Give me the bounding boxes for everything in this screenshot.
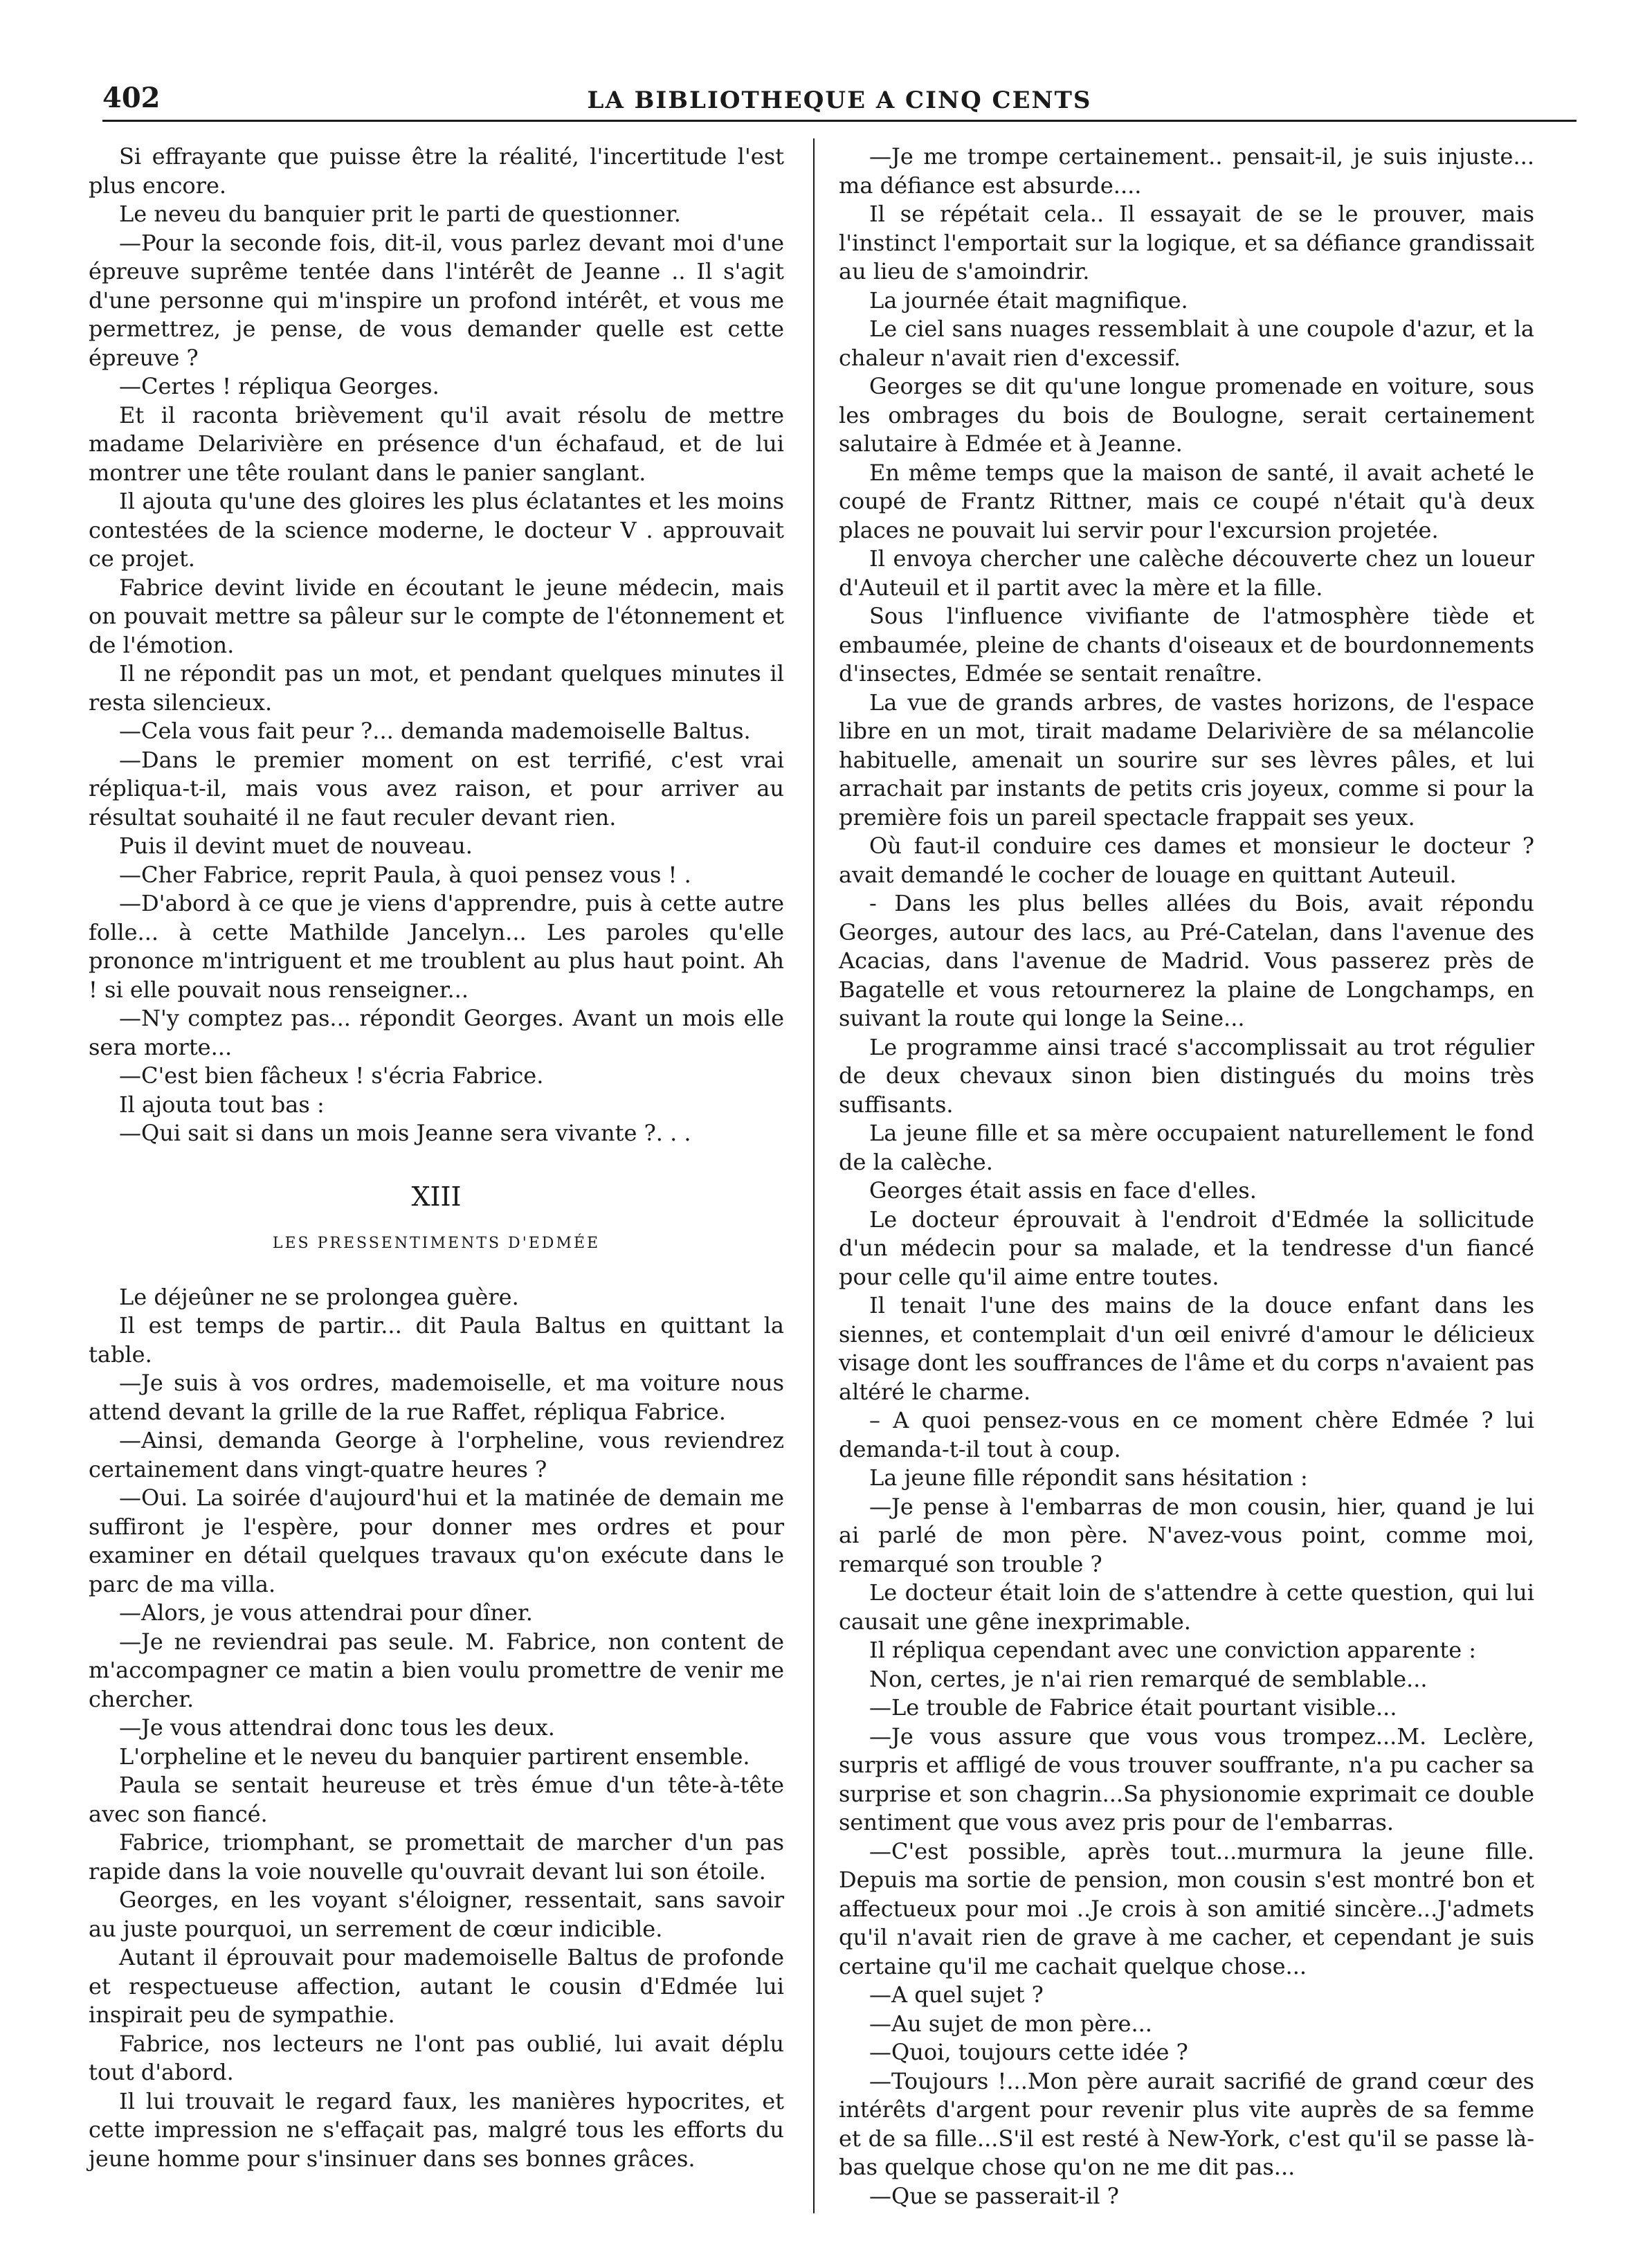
- paragraph: Georges était assis en face d'elles.: [869, 1177, 1257, 1204]
- paragraph: La vue de grands arbres, de vastes horizons, de l'espace libre en un mot, tirait madame Delarivière de sa mélancolie habituelle, amenait un sourire sur ses lèvres pâles, et lui arrachait par instants de petits cris joyeux, comme si pour la première fois un pareil spectacle frappait ses yeux.: [839, 689, 1534, 831]
- paragraph: La jeune fille répondit sans hésitation :: [869, 1464, 1308, 1491]
- paragraph: Et il raconta brièvement qu'il avait résolu de mettre madame Delarivière en présence d'un échafaud, et de lui montrer une tête roulant dans le panier sanglant.: [89, 401, 784, 486]
- paragraph: Il ajouta tout bas :: [119, 1091, 325, 1118]
- paragraph: —Que se passerait-il ?: [869, 2182, 1119, 2209]
- paragraph: Georges se dit qu'une longue promenade en voiture, sous les ombrages du bois de Boulogne, serait certainement salutaire à Edmée et à Jeanne.: [839, 373, 1534, 457]
- left-column: [89, 143, 784, 2219]
- paragraph: —Dans le premier moment on est terrifié, c'est vrai répliqua-t-il, mais vous avez raison, et pour arriver au résultat souhaité il ne faut reculer devant rien.: [89, 746, 784, 831]
- paragraph: —Quoi, toujours cette idée ?: [869, 2039, 1188, 2065]
- paragraph: —C'est possible, après tout...murmura la jeune fille. Depuis ma sortie de pension, mon cousin s'est montré bon et affectueux pour moi ..Je crois à son amitié sincère...J'admets qu'il n'avait rien de grave à me cacher, et cependant je suis certaine qu'il me cachait quelque chose...: [839, 1838, 1534, 1979]
- paragraph: —Je ne reviendrai pas seule. M. Fabrice, non content de m'accompagner ce matin a bien voulu promettre de venir me chercher.: [89, 1628, 784, 1712]
- paragraph: —Je vous assure que vous vous trompez...M. Leclère, surpris et affligé de vous trouver souffrante, n'a pu cacher sa surprise et son chagrin...Sa physionomie exprimait ce double sentiment que vous avez pris pour de l'embarras.: [839, 1723, 1534, 1835]
- paragraph: Le ciel sans nuages ressemblait à une coupole d'azur, et la chaleur n'avait rien d'excessif.: [839, 316, 1534, 371]
- paragraph: – A quoi pensez-vous en ce moment chère Edmée ? lui demanda-t-il tout à coup.: [839, 1407, 1534, 1462]
- paragraph: —C'est bien fâcheux ! s'écria Fabrice.: [119, 1062, 544, 1089]
- paragraph: Le déjeûner ne se prolongea guère.: [119, 1283, 519, 1310]
- paragraph: La jeune fille et sa mère occupaient naturellement le fond de la calèche.: [839, 1120, 1534, 1175]
- page-number: 402: [102, 82, 161, 114]
- paragraph: Le docteur éprouvait à l'endroit d'Edmée la sollicitude d'un médecin pour sa malade, et la tendresse d'un fiancé pour celle qu'il aime entre toutes.: [839, 1206, 1534, 1290]
- paragraph: En même temps que la maison de santé, il avait acheté le coupé de Frantz Rittner, mais ce coupé n'était qu'à deux places ne pouvait lui servir pour l'excursion projetée.: [839, 459, 1534, 543]
- paragraph: Si effrayante que puisse être la réalité, l'incertitude l'est plus encore.: [89, 143, 784, 199]
- right-column: [839, 143, 1534, 2219]
- paragraph: Il ajouta qu'une des gloires les plus éclatantes et les moins contestées de la science moderne, le docteur V . approuvait ce projet.: [89, 488, 784, 572]
- paragraph: —Je suis à vos ordres, mademoiselle, et ma voiture nous attend devant la grille de la rue Raffet, répliqua Fabrice.: [89, 1370, 784, 1425]
- paragraph: Le docteur était loin de s'attendre à cette question, qui lui causait une gêne inexprimable.: [839, 1579, 1534, 1635]
- paragraph: Autant il éprouvait pour mademoiselle Baltus de profonde et respectueuse affection, autant le cousin d'Edmée lui inspirait peu de sympathie.: [89, 1944, 784, 2028]
- paragraph: —Oui. La soirée d'aujourd'hui et la matinée de demain me suffiront je l'espère, pour donner mes ordres et pour examiner en détail quelques travaux qu'on exécute dans le parc de ma villa.: [89, 1485, 784, 1597]
- page-header: [102, 82, 1576, 122]
- paragraph: Il envoya chercher une calèche découverte chez un loueur d'Auteuil et il partit avec la mère et la fille.: [839, 545, 1534, 601]
- paragraph: Georges, en les voyant s'éloigner, ressentait, sans savoir au juste pourquoi, un serrement de cœur indicible.: [89, 1887, 784, 1942]
- paragraph: Le neveu du banquier prit le parti de questionner.: [119, 201, 681, 227]
- paragraph: —Je me trompe certainement.. pensait-il, je suis injuste... ma défiance est absurde....: [839, 143, 1534, 199]
- paragraph: Non, certes, je n'ai rien remarqué de semblable...: [869, 1665, 1428, 1692]
- paragraph: - Dans les plus belles allées du Bois, avait répondu Georges, autour des lacs, au Pré-Catelan, dans l'avenue des Acacias, dans l'avenue de Madrid. Vous passerez près de Bagatelle et vous retournerez la plaine de Longchamps, en suivant la route qui longe la Seine...: [839, 890, 1534, 1031]
- paragraph: Il se répétait cela.. Il essayait de se le prouver, mais l'instinct l'emportait sur la logique, et sa défiance grandissait au lieu de s'amoindrir.: [839, 201, 1534, 284]
- chapter-number: XIII: [411, 1181, 462, 1212]
- paragraph: Il est temps de partir... dit Paula Baltus en quittant la table.: [89, 1312, 784, 1368]
- chapter-title: LES PRESSENTIMENTS D'EDMÉE: [272, 1235, 601, 1252]
- paragraph: La journée était magnifique.: [869, 287, 1188, 314]
- paragraph: —Qui sait si dans un mois Jeanne sera vivante ?. . .: [119, 1120, 691, 1146]
- left-paragraphs-before: [89, 143, 784, 1148]
- paragraph: Il répliqua cependant avec une conviction apparente :: [869, 1637, 1477, 1663]
- paragraph: Fabrice, triomphant, se promettait de marcher d'un pas rapide dans la voie nouvelle qu'ouvrait devant lui son étoile.: [89, 1829, 784, 1885]
- paragraph: Il ne répondit pas un mot, et pendant quelques minutes il resta silencieux.: [89, 660, 784, 716]
- left-paragraphs-after: [89, 1283, 784, 2174]
- column-divider: [813, 138, 815, 2213]
- paragraph: Puis il devint muet de nouveau.: [119, 833, 473, 859]
- paragraph: Il lui trouvait le regard faux, les manières hypocrites, et cette impression ne s'effaçait pas, malgré tous les efforts du jeune homme pour s'insinuer dans ses bonnes grâces.: [89, 2087, 784, 2172]
- paragraph: Fabrice, nos lecteurs ne l'ont pas oublié, lui avait déplu tout d'abord.: [89, 2030, 784, 2085]
- paragraph: —Cela vous fait peur ?... demanda mademoiselle Baltus.: [119, 718, 751, 744]
- paragraph: Sous l'influence vivifiante de l'atmosphère tiède et embaumée, pleine de chants d'oiseaux et de bourdonnements d'insectes, Edmée se sentait renaître.: [839, 603, 1534, 687]
- running-title: LA BIBLIOTHEQUE A CINQ CENTS: [587, 87, 1092, 114]
- paragraph: —Cher Fabrice, reprit Paula, à quoi pensez vous ! .: [119, 861, 691, 888]
- right-paragraphs: [839, 143, 1534, 2211]
- paragraph: Paula se sentait heureuse et très émue d'un tête-à-tête avec son fiancé.: [89, 1772, 784, 1827]
- paragraph: Fabrice devint livide en écoutant le jeune médecin, mais on pouvait mettre sa pâleur sur le compte de l'étonnement et de l'émotion.: [89, 574, 784, 658]
- paragraph: —Toujours !...Mon père aurait sacrifié de grand cœur des intérêts d'argent pour revenir plus vite auprès de sa femme et de sa fille...S'il est resté à New-York, c'est qu'il se passe là-bas quelque chose qu'on ne me dit pas...: [839, 2067, 1534, 2180]
- paragraph: —Au sujet de mon père...: [869, 2010, 1152, 2037]
- paragraph: —Je vous attendrai donc tous les deux.: [119, 1714, 555, 1741]
- paragraph: Il tenait l'une des mains de la douce enfant dans les siennes, et contemplait d'un œil enivré d'amour le délicieux visage dont les souffrances de l'âme et du corps n'avaient pas altéré le charme.: [839, 1292, 1534, 1405]
- paragraph: Le programme ainsi tracé s'accomplissait au trot régulier de deux chevaux sinon bien distingués du moins très suffisants.: [839, 1033, 1534, 1118]
- paragraph: —Certes ! répliqua Georges.: [119, 373, 439, 399]
- paragraph: —Ainsi, demanda George à l'orpheline, vous reviendrez certainement dans vingt-quatre heures ?: [89, 1427, 784, 1482]
- paragraph: —D'abord à ce que je viens d'apprendre, puis à cette autre folle... à cette Mathilde Jancelyn... Les paroles qu'elle prononce m'intriguent et me troublent au plus haut point. Ah ! si elle pouvait nous renseigner...: [89, 890, 784, 1003]
- paragraph: —A quel sujet ?: [869, 1981, 1044, 2008]
- paragraph: —N'y comptez pas... répondit Georges. Avant un mois elle sera morte...: [89, 1005, 784, 1060]
- paragraph: Où faut-il conduire ces dames et monsieur le docteur ? avait demandé le cocher de louage en quittant Auteuil.: [839, 833, 1534, 888]
- paragraph: L'orpheline et le neveu du banquier partirent ensemble.: [119, 1743, 750, 1770]
- paragraph: —Le trouble de Fabrice était pourtant visible...: [869, 1694, 1397, 1721]
- paragraph: —Je pense à l'embarras de mon cousin, hier, quand je lui ai parlé de mon père. N'avez-vous point, comme moi, remarqué son trouble ?: [839, 1493, 1534, 1577]
- paragraph: —Alors, je vous attendrai pour dîner.: [119, 1599, 533, 1626]
- paragraph: —Pour la seconde fois, dit-il, vous parlez devant moi d'une épreuve suprême tentée dans l'intérêt de Jeanne .. Il s'agit d'une personne qui m'inspire un profond intérêt, et vous me permettrez, je pense, de vous demander quelle est cette épreuve ?: [89, 229, 784, 371]
